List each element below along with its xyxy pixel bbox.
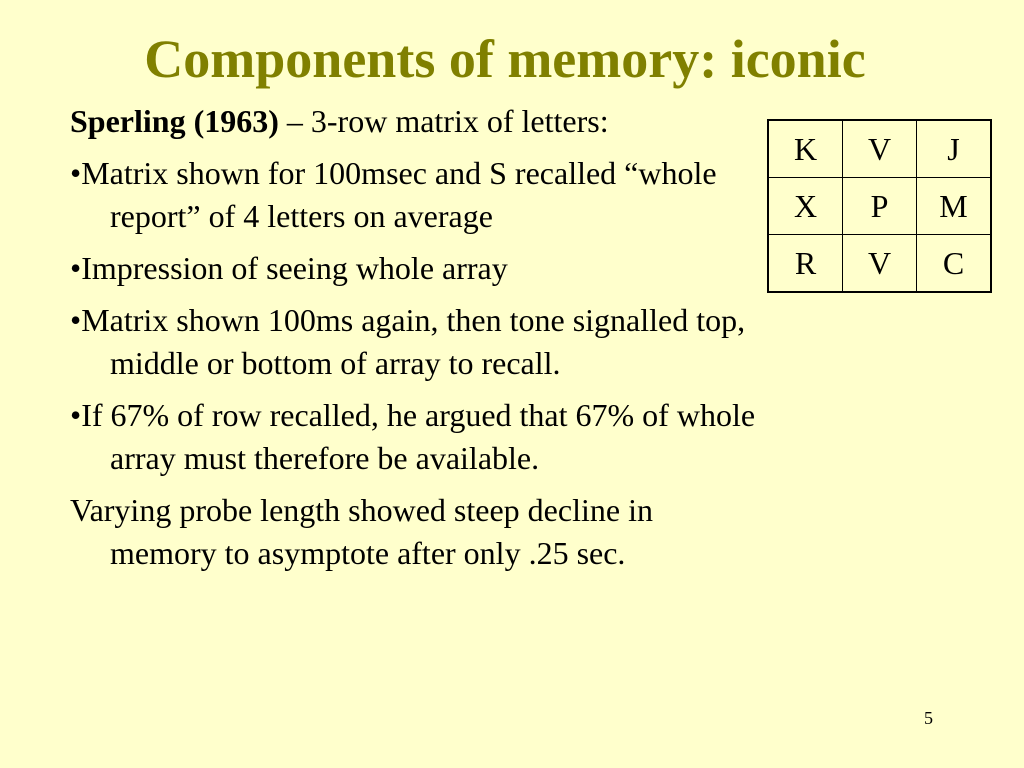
slide-title: Components of memory: iconic <box>144 29 866 89</box>
matrix-cell: C <box>917 235 992 293</box>
bullet-item <box>70 299 760 385</box>
bullet-text: Matrix shown 100ms again, then tone signalled top, middle or bottom of array to recall. <box>81 302 746 381</box>
intro-line <box>70 100 760 143</box>
matrix-cell: R <box>768 235 843 293</box>
bullet-text: Matrix shown for 100msec and S recalled “whole report” of 4 letters on average <box>81 155 717 234</box>
letter-matrix <box>767 119 992 293</box>
matrix-cell: V <box>843 120 917 178</box>
page-number: 5 <box>924 708 933 728</box>
bullet-item <box>70 394 760 480</box>
matrix-cell: P <box>843 178 917 235</box>
matrix-cell: K <box>768 120 843 178</box>
bullet-icon: • <box>70 250 82 286</box>
bullet-icon: • <box>70 397 82 433</box>
bullet-text: If 67% of row recalled, he argued that 67% of whole array must therefore be available. <box>81 397 756 476</box>
matrix-row-middle <box>768 178 991 235</box>
closing-line: Varying probe length showed steep decline in memory to asymptote after only .25 sec. <box>70 492 653 571</box>
matrix-cell: V <box>843 235 917 293</box>
bullet-text: Impression of seeing whole array <box>81 250 508 286</box>
matrix-row-bottom <box>768 235 991 293</box>
matrix-cell: M <box>917 178 992 235</box>
bullet-item <box>70 247 760 290</box>
intro-citation: Sperling (1963) <box>70 103 279 139</box>
intro-text: – 3-row matrix of letters: <box>278 103 609 139</box>
matrix-cell: J <box>917 120 992 178</box>
bullet-icon: • <box>70 302 82 338</box>
bullet-item <box>70 152 760 238</box>
bullet-icon: • <box>70 155 82 191</box>
matrix-row-top <box>768 120 991 178</box>
matrix-cell: X <box>768 178 843 235</box>
slide-body <box>70 100 760 584</box>
